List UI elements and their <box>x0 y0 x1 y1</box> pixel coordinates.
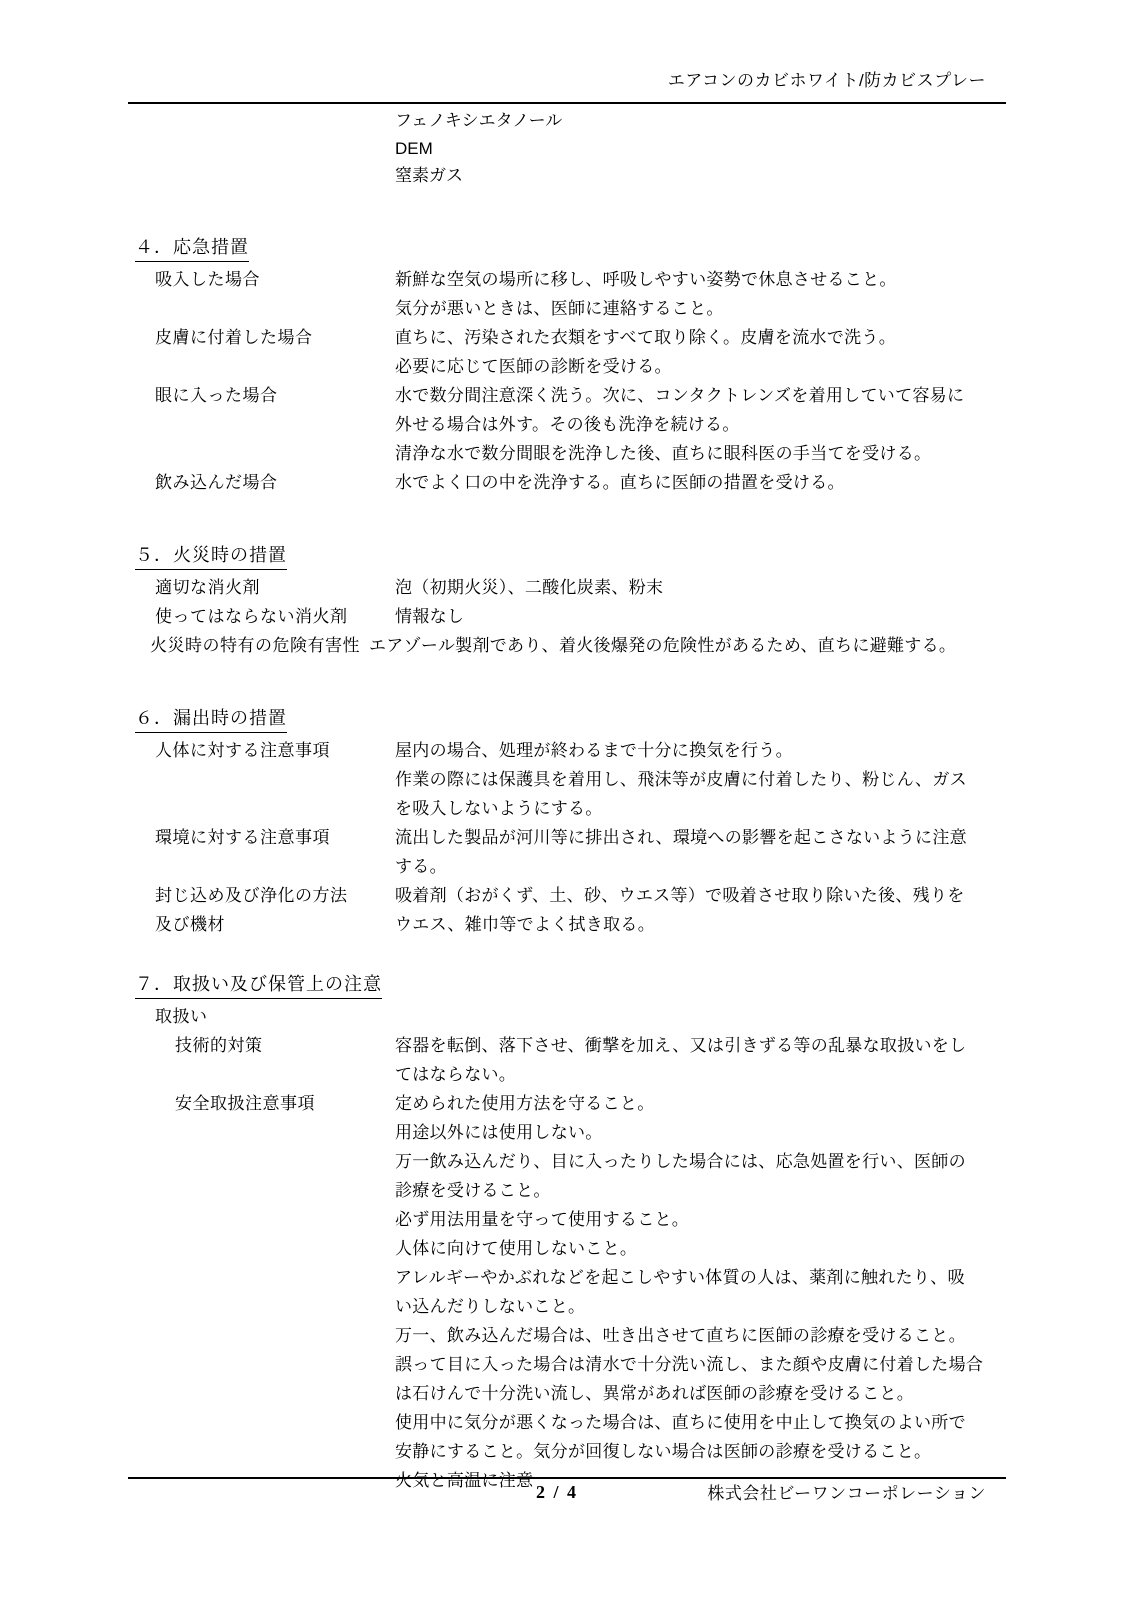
ingredient-continuation-list <box>395 107 562 190</box>
field-row-environmental-precautions <box>128 823 1006 881</box>
field-label: 火災時の特有の危険有害性 <box>150 636 360 655</box>
field-row-unsuitable-extinguisher <box>128 602 1006 631</box>
company-name: 株式会社ビーワンコーポレーション <box>707 1484 986 1503</box>
ingredient-line: DEM <box>395 138 433 158</box>
field-value: 定められた使用方法を守ること。 用途以外には使用しない。 万一飲み込んだり、目に入ったりした場合には、応急処置を行い、医師の 診療を受けること。 必ず用法用量を守って使用すること。 人体に向けて使用しないこと。 アレルギーやかぶれなどを起こしやすい体質の人は、薬剤に触れたり、吸 い込んだりしないこと。 万一、飲み込んだ場合は、吐き出させて直ちに医師の診療を受けること。 誤って目に入った場合は清水で十分洗い流し、また顔や皮膚に付着した場合 は石けんで十分洗い流し、異常があれば医師の診療を受けること。 使用中に気分が悪くなった場合は、直ちに使用を中止して換気のよい所で 安静にすること。気分が回復しない場合は医師の診療を受けること。 火気と高温に注意 <box>395 1094 984 1490</box>
field-row-technical-measures <box>128 1031 1006 1089</box>
field-label: 使ってはならない消火剤 <box>155 607 348 626</box>
field-row-specific-hazards <box>128 631 1006 660</box>
field-row-ingestion <box>128 468 1006 497</box>
field-row-safe-handling-precautions <box>128 1089 1006 1495</box>
field-value: 容器を転倒、落下させ、衝撃を加え、又は引きずる等の乱暴な取扱いをし てはならない。 <box>395 1036 967 1084</box>
document-header-title: エアコンのカビホワイト/防カビスプレー <box>667 71 986 90</box>
field-label: 環境に対する注意事項 <box>155 828 330 847</box>
field-label: 封じ込め及び浄化の方法 及び機材 <box>155 886 348 934</box>
field-label: 眼に入った場合 <box>155 386 278 405</box>
section-title: ７．取扱い及び保管上の注意 <box>135 970 1006 1002</box>
field-value: 吸着剤（おがくず、土、砂、ウエス等）で吸着させ取り除いた後、残りを ウエス、雑巾等でよく拭き取る。 <box>395 886 965 934</box>
field-row-eye-contact <box>128 381 1006 468</box>
field-row-suitable-extinguisher <box>128 573 1006 602</box>
ingredient-line: フェノキシエタノール <box>395 111 563 130</box>
field-label: 吸入した場合 <box>155 270 260 289</box>
footer-rule <box>128 1477 1006 1479</box>
field-value: 水でよく口の中を洗浄する。直ちに医師の措置を受ける。 <box>395 473 845 492</box>
field-value: エアゾール製剤であり、着火後爆発の危険性があるため、直ちに避難する。 <box>369 636 957 655</box>
header-rule <box>128 102 1006 104</box>
section-handling-storage <box>128 970 1006 1495</box>
section-first-aid <box>128 233 1006 497</box>
field-value: 直ちに、汚染された衣類をすべて取り除く。皮膚を流水で洗う。 必要に応じて医師の診断を受ける。 <box>395 328 897 376</box>
section-title: ４．応急措置 <box>135 233 1006 265</box>
footer <box>128 1482 1006 1506</box>
field-value: 流出した製品が河川等に排出され、環境への影響を起こさないように注意 する。 <box>395 828 967 876</box>
field-label: 安全取扱注意事項 <box>175 1094 315 1113</box>
field-value: 新鮮な空気の場所に移し、呼吸しやすい姿勢で休息させること。 気分が悪いときは、医師に連絡すること。 <box>395 270 897 318</box>
section-title: ５．火災時の措置 <box>135 541 1006 573</box>
field-row-containment-methods <box>128 881 1006 939</box>
field-row-personal-precautions <box>128 736 1006 823</box>
field-value: 情報なし <box>395 607 465 626</box>
field-label: 飲み込んだ場合 <box>155 473 278 492</box>
field-label: 皮膚に付着した場合 <box>155 328 313 347</box>
ingredient-line: 窒素ガス <box>395 166 463 185</box>
field-value: 水で数分間注意深く洗う。次に、コンタクトレンズを着用していて容易に 外せる場合は外す。その後も洗浄を続ける。 清浄な水で数分間眼を洗浄した後、直ちに眼科医の手当てを受ける。 <box>395 386 965 463</box>
section-title: ６．漏出時の措置 <box>135 704 1006 736</box>
section-accidental-release <box>128 704 1006 939</box>
field-row-inhalation <box>128 265 1006 323</box>
field-label: 人体に対する注意事項 <box>155 741 330 760</box>
field-label: 技術的対策 <box>175 1036 263 1055</box>
field-value: 屋内の場合、処理が終わるまで十分に換気を行う。 作業の際には保護具を着用し、飛沫等が皮膚に付着したり、粉じん、ガス を吸入しないようにする。 <box>395 741 967 818</box>
field-value: 泡（初期火災）、二酸化炭素、粉末 <box>395 578 664 597</box>
field-row-skin-contact <box>128 323 1006 381</box>
subsection-handling: 取扱い <box>155 1007 208 1026</box>
field-label: 適切な消火剤 <box>155 578 260 597</box>
page-number: 2 / 4 <box>535 1482 578 1502</box>
section-fire-fighting <box>128 541 1006 660</box>
